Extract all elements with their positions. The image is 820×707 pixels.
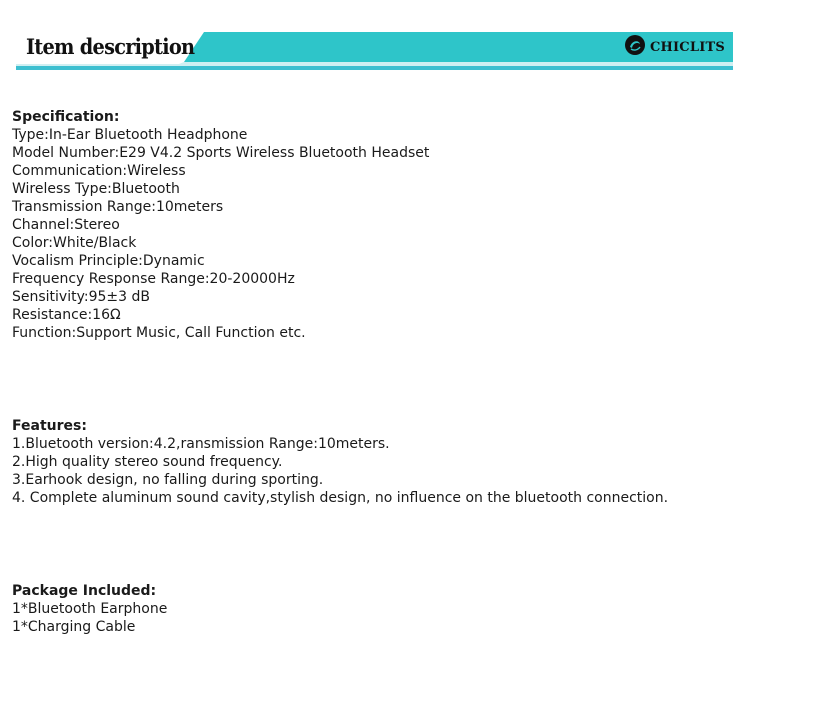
package-section xyxy=(12,582,167,636)
spec-line: Model Number:E29 V4.2 Sports Wireless Bluetooth Headset xyxy=(12,145,430,161)
package-line: 1*Charging Cable xyxy=(12,619,136,635)
features-heading: Features: xyxy=(12,418,87,434)
spec-line: Transmission Range:10meters xyxy=(12,199,224,215)
item-description-banner xyxy=(14,30,733,72)
spec-line: Function:Support Music, Call Function etc. xyxy=(12,325,306,341)
spec-line: Color:White/Black xyxy=(12,235,137,251)
specification-section xyxy=(12,108,429,342)
spec-line: Type:In-Ear Bluetooth Headphone xyxy=(12,127,248,143)
package-heading: Package Included: xyxy=(12,583,157,599)
spec-line: Frequency Response Range:20-20000Hz xyxy=(12,271,295,287)
spec-line: Vocalism Principle:Dynamic xyxy=(12,253,205,269)
spec-line: Communication:Wireless xyxy=(12,163,186,179)
feature-line: 1.Bluetooth version:4.2,ransmission Range:10meters. xyxy=(12,436,390,452)
specification-heading: Specification: xyxy=(12,109,120,125)
spec-line: Channel:Stereo xyxy=(12,217,120,233)
spec-line: Sensitivity:95±3 dB xyxy=(12,289,150,305)
brand xyxy=(624,34,725,60)
spec-line: Wireless Type:Bluetooth xyxy=(12,181,180,197)
feature-line: 3.Earhook design, no falling during sporting. xyxy=(12,472,324,488)
features-section xyxy=(12,417,668,507)
brand-logo-icon xyxy=(624,36,646,58)
feature-line: 4. Complete aluminum sound cavity,stylish design, no influence on the bluetooth connection. xyxy=(12,490,669,506)
brand-name: CHICLITS xyxy=(650,39,725,55)
spec-line: Resistance:16Ω xyxy=(12,307,121,323)
banner-title: Item description xyxy=(26,34,195,59)
feature-line: 2.High quality stereo sound frequency. xyxy=(12,454,283,470)
package-line: 1*Bluetooth Earphone xyxy=(12,601,168,617)
